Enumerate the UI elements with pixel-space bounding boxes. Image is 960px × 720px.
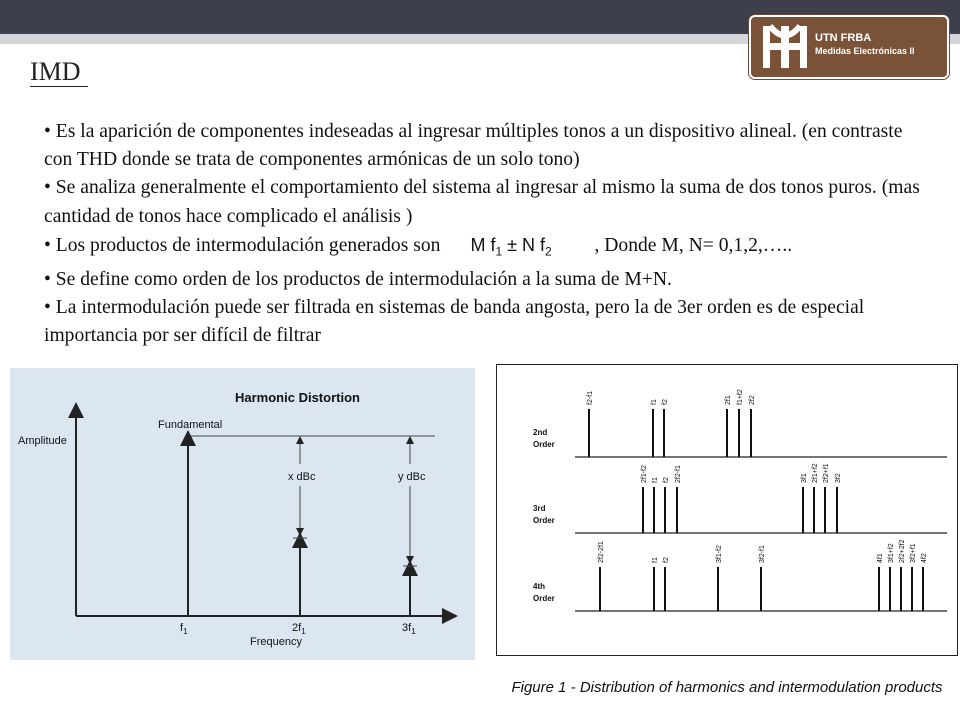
title-underline	[30, 86, 88, 87]
bullet-5: • La intermodulación puede ser filtrada en sistemas de banda angosta, pero la de 3er orden es de especial importancia por ser difícil de filtrar	[44, 296, 865, 347]
bullet-1: • Es la aparición de componentes indeseadas al ingresar múltiples tonos a un dispositivo alineal. (en contraste con THD donde se trata de componentes armónicas de un solo tono)	[44, 121, 903, 171]
formula-n: ± N f	[502, 234, 546, 255]
order-label: 4th	[533, 582, 545, 591]
im-product-label: f2	[662, 399, 669, 405]
bullet-3-tail: , Donde M, N= 0,1,2,…..	[594, 234, 793, 256]
formula-m: M f	[470, 234, 496, 255]
harmonic-tick-label: $2f_1$	[292, 622, 306, 636]
harmonic-distortion-diagram	[10, 368, 475, 660]
im-product-label: f2	[663, 557, 670, 563]
figure-caption: Figure 1 - Distribution of harmonics and intermodulation products	[511, 679, 943, 696]
im-product-label: f1	[651, 399, 658, 405]
formula-sub-1: 1	[495, 244, 503, 259]
im-product-label: 2f2+f1	[823, 463, 830, 483]
frequency-ticks	[180, 622, 416, 636]
slide-title: IMD	[30, 57, 81, 86]
im-product-label: 2f1-f2	[641, 465, 648, 483]
intermodulation-diagram	[497, 365, 957, 655]
y-dbc-label: y dBc	[398, 471, 426, 483]
im-product-label: 3f1-f2	[716, 545, 723, 563]
im-product-label: 3f1	[801, 473, 808, 483]
logo-line-1: UTN FRBA	[815, 32, 872, 44]
bullet-2: • Se analiza generalmente el comportamiento del sistema al ingresar al mismo la suma de dos tonos puros. (mas cantidad de tonos hace complicado el análisis )	[44, 177, 920, 227]
im-product-label: f1	[652, 557, 659, 563]
im-product-label: 4f2	[921, 553, 928, 563]
im-product-label: f1+f2	[737, 389, 744, 405]
fundamental-label: Fundamental	[158, 419, 223, 431]
im-product-label: 3f2+f1	[910, 543, 917, 563]
im-product-label: 2f2	[749, 395, 756, 405]
order-word: Order	[533, 516, 555, 525]
utn-emblem-icon	[759, 23, 811, 71]
harmonic-title: Harmonic Distortion	[235, 390, 360, 405]
im-product-label: 2f2-f1	[675, 465, 682, 483]
harmonic-tick-label: $3f_1$	[402, 622, 416, 636]
im-product-label: f2	[663, 477, 670, 483]
logo-line-2: Medidas Electrónicas II	[815, 46, 915, 56]
im-product-label: 4f1	[877, 553, 884, 563]
bullet-3	[44, 231, 924, 266]
bullet-3-text: • Los productos de intermodulación generados son	[44, 234, 441, 256]
im-product-label: 2f1	[725, 395, 732, 405]
order-word: Order	[533, 594, 555, 603]
im-product-label: 2f2+2f2	[899, 539, 906, 563]
bullet-4: • Se define como orden de los productos de intermodulación a la suma de M+N.	[44, 268, 672, 290]
x-dbc-label: x dBc	[288, 471, 316, 483]
utn-logo	[749, 15, 949, 79]
im-product-label: 3f2	[835, 473, 842, 483]
amplitude-label: Amplitude	[18, 435, 67, 447]
intermodulation-figure	[496, 364, 958, 656]
formula-sub-2: 2	[545, 244, 552, 259]
order-label: 3rd	[533, 504, 546, 513]
im-formula	[470, 231, 594, 266]
harmonic-distortion-figure	[10, 368, 475, 660]
im-product-label: 3f1+f2	[888, 543, 895, 563]
im-product-label: f2-f1	[587, 390, 594, 405]
order-word: Order	[533, 440, 555, 449]
im-product-label: f1	[652, 477, 659, 483]
im-product-label: 2f1+f2	[812, 463, 819, 483]
order-label: 2nd	[533, 428, 548, 437]
frequency-label: Frequency	[250, 636, 302, 648]
im-product-label: 3f2-f1	[759, 545, 766, 563]
harmonic-tick-label: $f_1$	[180, 622, 188, 636]
slide-body	[44, 118, 924, 350]
im-product-label: 2f2-2f1	[598, 541, 605, 563]
